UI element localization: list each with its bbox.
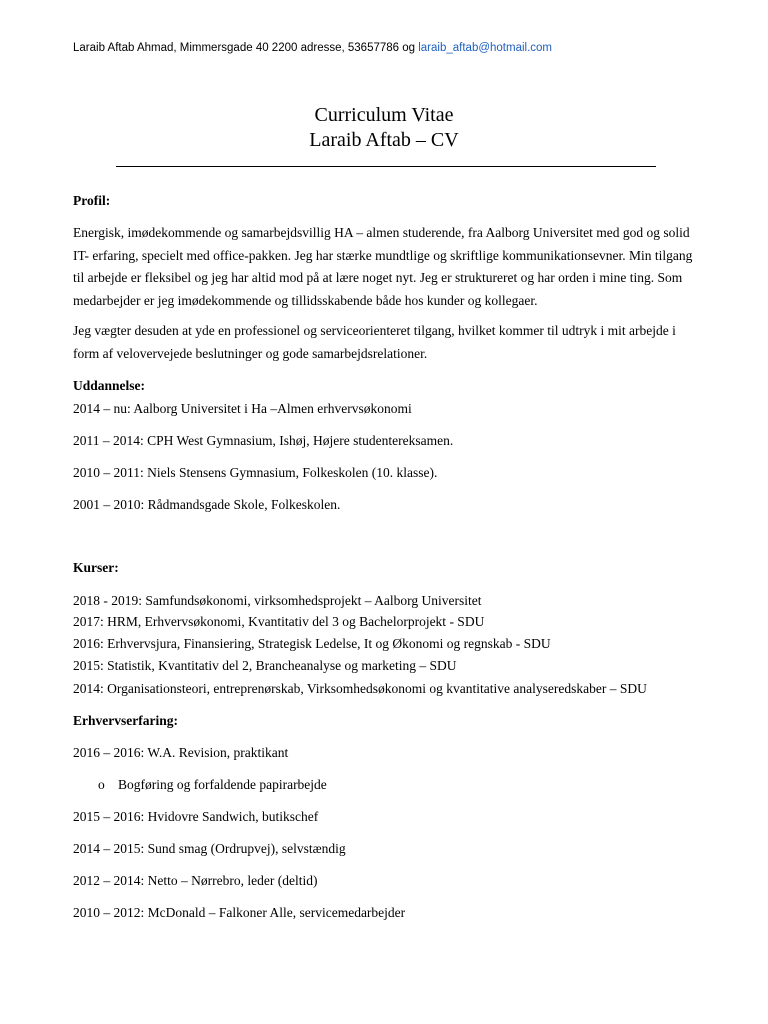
kurser-item: 2016: Erhvervsjura, Finansiering, Strategisk Ledelse, It og Økonomi og regnskab - SDU [73,636,551,651]
uddannelse-item: 2010 – 2011: Niels Stensens Gymnasium, Folkeskolen (10. klasse). [73,465,438,480]
kurser-item: 2015: Statistik, Kvantitativ del 2, Brancheanalyse og marketing – SDU [73,658,457,673]
kurser-item: 2014: Organisationsteori, entreprenørskab, Virksomhedsøkonomi og kvantitative analyseredskaber – SDU [73,681,647,696]
erhverv-item: 2010 – 2012: McDonald – Falkoner Alle, servicemedarbejder [73,905,406,920]
erhverv-item: 2012 – 2014: Netto – Nørrebro, leder (deltid) [73,873,318,888]
contact-text: Laraib Aftab Ahmad, Mimmersgade 40 2200 adresse, 53657786 og [73,42,419,54]
title-line-1: Curriculum Vitae [314,104,454,126]
uddannelse-item: 2011 – 2014: CPH West Gymnasium, Ishøj, Højere studentereksamen. [73,433,454,448]
contact-line [73,42,552,54]
bullet-text: Bogføring og forfaldende papirarbejde [118,777,327,792]
title-line-2: Laraib Aftab – CV [309,129,459,151]
document-title [0,103,768,153]
erhverv-item: 2014 – 2015: Sund smag (Ordrupvej), selvstændig [73,841,346,856]
kurser-heading: Kurser: [73,560,119,575]
erhverv-item: 2015 – 2016: Hvidovre Sandwich, butikschef [73,809,319,824]
profil-paragraph-2: Jeg vægter desuden at yde en professionel og serviceorienteret tilgang, hvilket kommer til udtryk i mit arbejde i form af velovervejede beslutninger og gode samarbejdsrelationer. [73,323,676,361]
erhverv-bullet [98,777,327,793]
erhverv-heading: Erhvervserfaring: [73,713,178,728]
uddannelse-item: 2001 – 2010: Rådmandsgade Skole, Folkeskolen. [73,497,341,512]
title-underline [116,166,656,167]
uddannelse-item: 2014 – nu: Aalborg Universitet i Ha –Almen erhvervsøkonomi [73,401,412,416]
kurser-item: 2018 - 2019: Samfundsøkonomi, virksomhedsprojekt – Aalborg Universitet [73,593,482,608]
bullet-marker-icon: o [98,777,105,792]
uddannelse-heading: Uddannelse: [73,378,146,393]
kurser-item: 2017: HRM, Erhvervsøkonomi, Kvantitativ del 3 og Bachelorprojekt - SDU [73,614,485,629]
profil-heading: Profil: [73,193,111,208]
email-link[interactable]: laraib_aftab@hotmail.com [418,42,553,54]
erhverv-item: 2016 – 2016: W.A. Revision, praktikant [73,745,289,760]
profil-paragraph-1: Energisk, imødekommende og samarbejdsvillig HA – almen studerende, fra Aalborg Universitet med god og solid IT- erfaring, specielt med office-pakken. Jeg har stærke mundtlige og skriftlige kommunikationsevner. Min tilgang til arbejde er fleksibel og jeg har altid mod på at lære noget nyt. Jeg er struktureret og har orden i mine ting. Som medarbejder er jeg imødekommende og tillidsskabende både hos kunder og kollegaer. [73,225,693,308]
